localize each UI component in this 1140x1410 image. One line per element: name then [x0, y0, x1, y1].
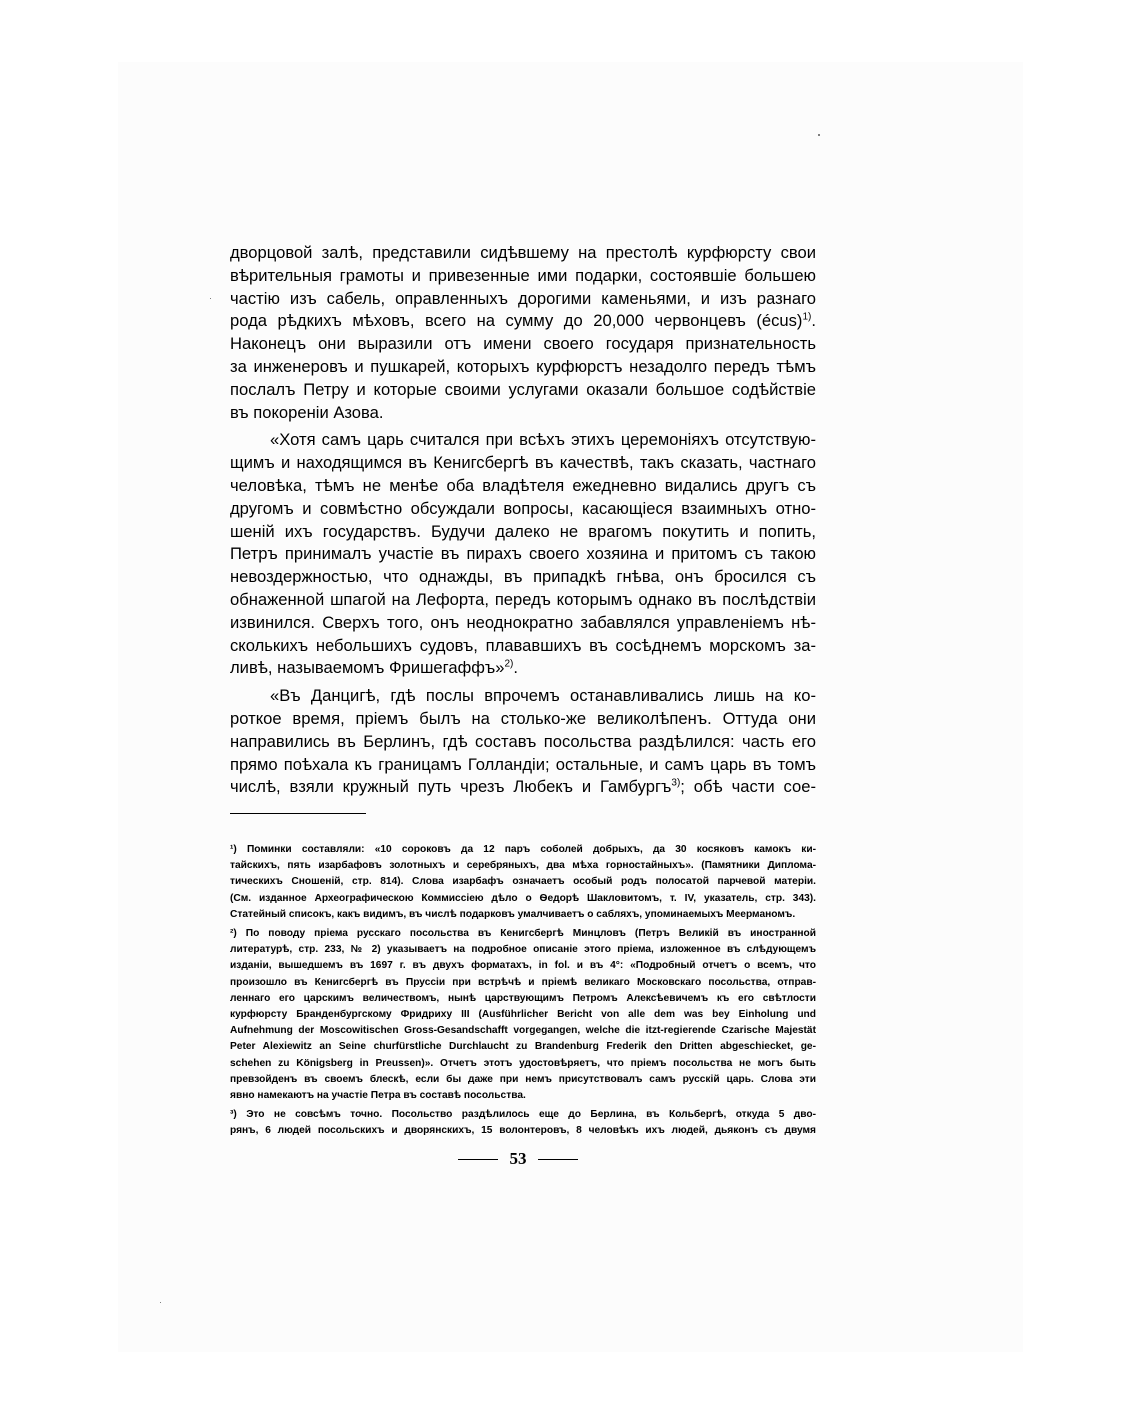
footnote-line-text: schehen zu Königsberg in Preussen)». Отчетъ этотъ удостовѣряетъ, что пріемъ посольства не могъ быть	[230, 1057, 816, 1069]
scan-speck	[818, 134, 820, 136]
main-text	[230, 242, 816, 799]
footnote-line-text: ³) Это не совсѣмъ точно. Посольство раздѣлилось еще до Берлина, въ Кольбергѣ, откуда 5 дво-	[230, 1109, 816, 1121]
text-line	[230, 708, 816, 731]
text-line	[230, 475, 816, 498]
text-line-text: за инженеровъ и пушкарей, которыхъ курфюрстъ незадолго передъ тѣмъ	[230, 356, 816, 376]
text-line-text: прямо поѣхала къ границамъ Голландіи; остальные, и самъ царь въ томъ	[230, 754, 816, 774]
text-line	[230, 521, 816, 544]
text-line-tail: .	[513, 658, 519, 678]
text-line	[230, 635, 816, 658]
footnote-line-text: (См. изданное Археографическою Коммиссіею дѣло о Ѳедорѣ Шакловитомъ, т. IV, указатель, стр. 343).	[230, 892, 816, 904]
text-line	[230, 754, 816, 777]
text-line-text: «Въ Данцигѣ, гдѣ послы впрочемъ останавливались лишь на ко-	[270, 686, 816, 706]
page-number-dash-right	[538, 1159, 578, 1160]
footnote-line-text: произошло въ Кенигсбергѣ въ Пруссіи при встрѣчѣ и пріемѣ великаго Московскаго посольства, отправ-	[230, 976, 816, 988]
text-line	[230, 379, 816, 402]
footnote-line	[230, 1072, 816, 1088]
text-line-text: шеній ихъ государствъ. Будучи далеко не врагомъ покутить и попить,	[230, 521, 816, 541]
footnote-line-text: Peter Alexiewitz an Seine churfürstliche Durchlaucht zu Brandenburg Frederik den Dritten abgeschiecket, ge-	[230, 1041, 816, 1053]
text-line	[230, 498, 816, 521]
text-line	[230, 402, 816, 425]
text-line-text: вѣрительныя грамоты и привезенные ими подарки, состоявшіе большею	[230, 265, 816, 285]
footnote-separator	[230, 813, 366, 814]
text-line-text: Петръ принималъ участіе въ пирахъ своего хозяина и притомъ съ такою	[230, 544, 816, 564]
text-line-text: щимъ и находящимся въ Кенигсбергѣ въ качествѣ, такъ сказать, частнаго	[230, 453, 816, 473]
text-line-text: «Хотя самъ царь считался при всѣхъ этихъ церемоніяхъ отсутствую-	[270, 430, 816, 450]
text-line	[230, 429, 816, 452]
footnote-reference: 3)	[671, 777, 681, 789]
text-line-text: частію изъ сабель, оправленныхъ дорогими каменьями, и изъ разнаго	[230, 288, 816, 308]
footnote-line-text: леннаго его царскимъ величествомъ, нынѣ царствующимъ Петромъ Алексѣевичемъ къ его свѣтлости	[230, 992, 816, 1004]
footnote-line	[230, 891, 816, 907]
text-line-text: ливѣ, называемомъ Фришегаффъ»	[230, 658, 505, 678]
footnote-line-text: тическихъ Сношеній, стр. 814). Слова изарбафъ означаетъ особый родъ полосатой парчевой матеріи.	[230, 876, 816, 888]
footnote-line	[230, 926, 816, 942]
footnote-line	[230, 1023, 816, 1039]
footnote-line-text: превзойденъ въ своемъ блескѣ, если бы даже при немъ присутствовалъ самъ русскій царь. Слова эти	[230, 1073, 816, 1085]
text-line	[230, 333, 816, 356]
text-line-text: направились въ Берлинъ, гдѣ составъ посольства раздѣлился: часть его	[230, 731, 816, 751]
footnote-line	[230, 874, 816, 890]
footnote-line	[230, 958, 816, 974]
text-line	[230, 356, 816, 379]
text-line	[230, 543, 816, 566]
footnote-line-text: Aufnehmung der Moscowitischen Gross-Gesandschafft vorgegangen, welche die itzt-regierende Czarische Majestät	[230, 1025, 816, 1037]
scan-speck	[160, 1302, 161, 1303]
text-line-text: послалъ Петру и которые своими услугами оказали большое содѣйствіе	[230, 379, 816, 399]
footnote-line-text: рянъ, 6 людей посольскихъ и дворянскихъ, 15 волонтеровъ, 8 человѣкъ ихъ людей, дьяконъ съ двумя	[230, 1125, 816, 1137]
footnote-line	[230, 1007, 816, 1023]
footnote-line	[230, 1039, 816, 1055]
footnote-line-text: ²) По поводу пріема русскаго посольства въ Кенигсбергѣ Минцловъ (Петръ Великій въ иностранной	[230, 928, 816, 940]
footnote-reference: 1)	[802, 311, 812, 323]
text-line-text: невоздержностью, что однажды, въ припадкѣ гнѣва, онъ бросился съ	[230, 567, 816, 587]
text-line-text: въ покореніи Азова.	[230, 402, 384, 422]
text-line	[230, 566, 816, 589]
text-line	[230, 685, 816, 708]
footnotes	[230, 842, 816, 1140]
text-line-text: обнаженной шпагой на Лефорта, передъ которымъ однако въ послѣдствіи	[230, 589, 816, 609]
text-line-text: извинился. Сверхъ того, онъ неоднократно забавлялся управленіемъ нѣ-	[230, 612, 816, 632]
text-line-text: Наконецъ они выразили отъ имени своего государя признательность	[230, 334, 816, 354]
text-line-tail: ; обѣ части сое-	[680, 777, 816, 797]
text-line	[230, 265, 816, 288]
text-line-text: дворцовой залѣ, представили сидѣвшему на престолѣ курфюрсту свои	[230, 243, 816, 262]
footnote-line	[230, 858, 816, 874]
footnote-line	[230, 975, 816, 991]
text-line	[230, 612, 816, 635]
footnote-line	[230, 942, 816, 958]
footnote-line-text: изданіи, вышедшемъ въ 1697 г. въ двухъ форматахъ, in fol. и въ 4°: «Подробный отчетъ о всемъ, что	[230, 960, 816, 972]
footnote-line	[230, 907, 816, 923]
footnote-line	[230, 991, 816, 1007]
text-line	[230, 452, 816, 475]
text-line-text: роткое время, пріемъ былъ на столько-же великолѣпенъ. Оттуда они	[230, 708, 816, 728]
footnote-line	[230, 1088, 816, 1104]
text-line-text: человѣка, тѣмъ не менѣе оба владѣтеля ежедневно видались другъ съ	[230, 475, 816, 495]
text-line	[230, 310, 816, 333]
footnote-reference: 2)	[504, 658, 514, 670]
footnote-line-text: ¹) Поминки составляли: «10 сороковъ да 12 паръ соболей добрыхъ, да 30 косяковъ камокъ ки-	[230, 844, 816, 855]
text-line-text: сколькихъ небольшихъ судовъ, плававшихъ въ сосѣднемъ морскомъ за-	[230, 635, 816, 655]
text-line	[230, 242, 816, 265]
page-number-dash-left	[458, 1159, 498, 1160]
text-line	[230, 589, 816, 612]
footnote-line-text: Статейный списокъ, какъ видимъ, въ числѣ подарковъ умалчиваетъ о сабляхъ, упоминаемыхъ Меерманомъ.	[230, 908, 796, 920]
text-line-text: числѣ, взяли кружный путь чрезъ Любекъ и Гамбургъ	[230, 777, 672, 797]
footnote-line	[230, 1123, 816, 1139]
footnote-line-text: литературѣ, стр. 233, № 2) указываетъ на подробное описаніе этого пріема, изложенное въ слѣдующемъ	[230, 944, 816, 956]
footnote-line	[230, 842, 816, 858]
footnote-line-text: курфюрсту Бранденбургскому Фридриху III (Ausführlicher Bericht von alle dem was bey Einholung und	[230, 1009, 816, 1021]
text-line	[230, 288, 816, 311]
text-line-text: рода рѣдкихъ мѣховъ, всего на сумму до 20,000 червонцевъ (écus)	[230, 311, 803, 331]
text-line-tail: .	[811, 311, 816, 331]
page-number-row	[458, 1149, 578, 1169]
text-line	[230, 776, 816, 799]
page-number: 53	[509, 1149, 527, 1168]
footnote-line-text: явно намекаютъ на участіе Петра въ составѣ посольства.	[230, 1090, 526, 1102]
scan-speck	[210, 298, 211, 299]
text-line-text: другомъ и совмѣстно обсуждали вопросы, касающіеся взаимныхъ отно-	[230, 498, 816, 518]
text-line	[230, 731, 816, 754]
footnote-line	[230, 1107, 816, 1123]
footnote-line-text: тайскихъ, пять изарбафовъ золотныхъ и серебряныхъ, два мѣха горностайныхъ». (Памятники Диплома-	[230, 860, 816, 872]
footnote-line	[230, 1056, 816, 1072]
text-line	[230, 657, 816, 680]
